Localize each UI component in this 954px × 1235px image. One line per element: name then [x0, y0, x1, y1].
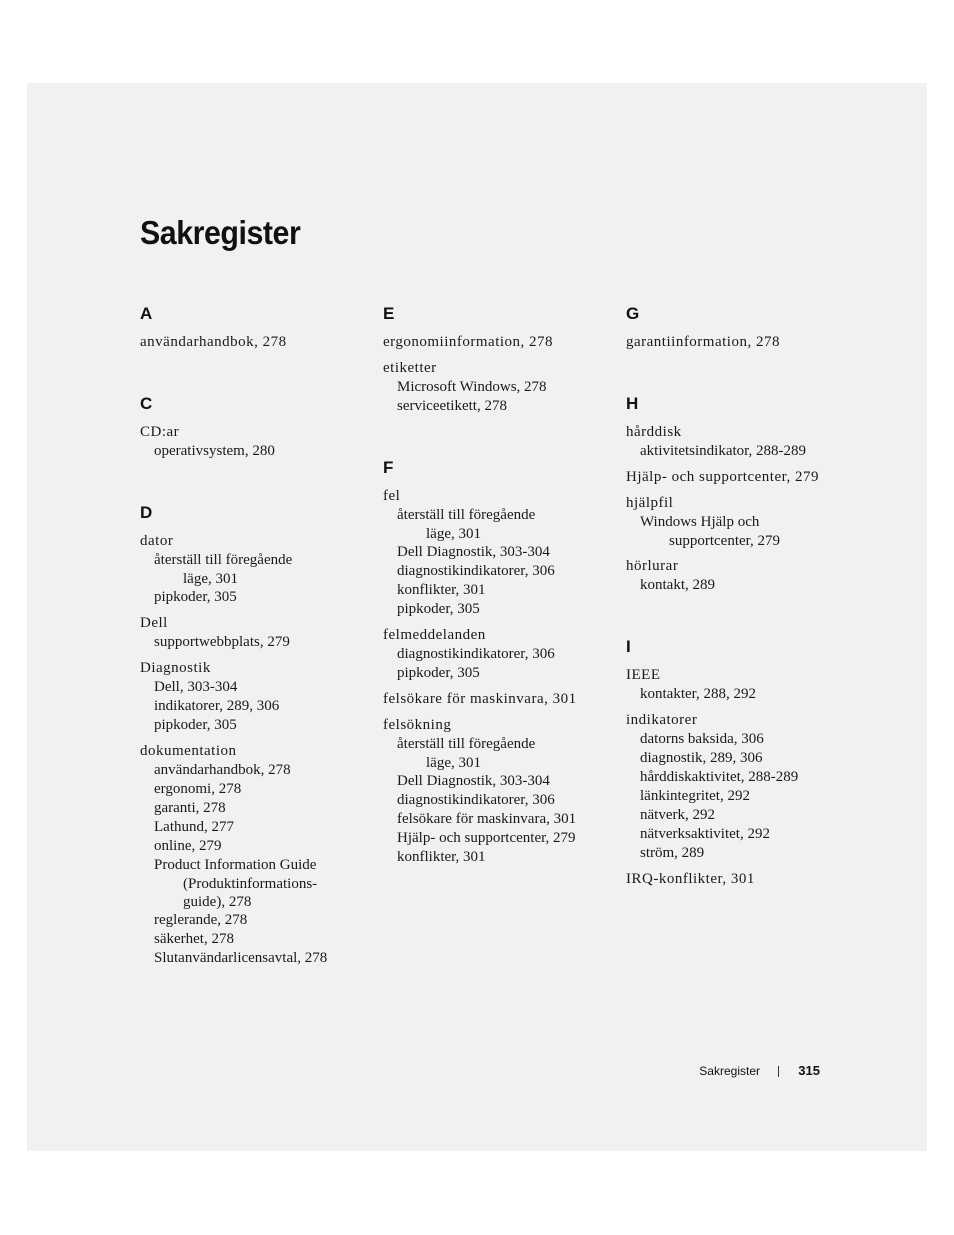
- index-subentry: [140, 716, 372, 735]
- section-letter: A: [140, 304, 153, 323]
- subentry-continuation: (Produktinformations-: [183, 876, 318, 892]
- index-subentry: [383, 506, 615, 543]
- footer-separator: [778, 1066, 779, 1077]
- index-term: dokumentation: [140, 743, 237, 759]
- subentry-text: Product Information Guide: [154, 857, 317, 873]
- subentry-text: kontakter, 288, 292: [640, 686, 757, 702]
- section-letter: G: [626, 304, 640, 323]
- index-term: Diagnostik: [140, 660, 211, 676]
- index-entry: [140, 422, 372, 461]
- index-subentry: [383, 397, 615, 416]
- section-letter: C: [140, 394, 153, 413]
- subentry-text: diagnostikindikatorer, 306: [397, 563, 555, 579]
- section-letter: F: [383, 458, 394, 477]
- index-column-3: [626, 304, 858, 931]
- subentry-text: Lathund, 277: [154, 819, 234, 835]
- index-term: användarhandbok, 278: [140, 334, 287, 350]
- index-column-2: [383, 304, 615, 909]
- index-subentry: [140, 949, 372, 968]
- subentry-text: nätverksaktivitet, 292: [640, 826, 770, 842]
- index-subentry: [140, 588, 372, 607]
- subentry-text: hårddiskaktivitet, 288-289: [640, 769, 799, 785]
- index-entry: [140, 658, 372, 735]
- index-section-c: [140, 394, 372, 461]
- index-subentry: [140, 799, 372, 818]
- index-entry: [626, 332, 858, 352]
- subentry-text: nätverk, 292: [640, 807, 715, 823]
- subentry-text: operativsystem, 280: [154, 443, 275, 459]
- index-subentry: [383, 664, 615, 683]
- subentry-text: Microsoft Windows, 278: [397, 379, 547, 395]
- subentry-text: säkerhet, 278: [154, 931, 234, 947]
- index-column-1: [140, 304, 372, 1010]
- index-entry: [383, 358, 615, 416]
- subentry-text: Slutanvändarlicensavtal, 278: [154, 950, 328, 966]
- index-section-a: [140, 304, 372, 352]
- index-subentry: [383, 600, 615, 619]
- subentry-continuation: guide), 278: [183, 894, 252, 910]
- index-term: garantiinformation, 278: [626, 334, 780, 350]
- subentry-text: återställ till föregående: [397, 507, 536, 523]
- section-letter: E: [383, 304, 395, 323]
- index-term: IEEE: [626, 667, 661, 683]
- index-subentry: [140, 911, 372, 930]
- index-subentry: [626, 787, 858, 806]
- subentry-text: länkintegritet, 292: [640, 788, 750, 804]
- index-section-e: [383, 304, 615, 416]
- subentry-text: Dell Diagnostik, 303-304: [397, 544, 550, 560]
- index-subentry: [140, 930, 372, 949]
- subentry-text: pipkoder, 305: [397, 601, 480, 617]
- index-entry: [140, 332, 372, 352]
- index-subentry: [626, 685, 858, 704]
- subentry-text: aktivitetsindikator, 288-289: [640, 443, 807, 459]
- subentry-text: diagnostikindikatorer, 306: [397, 792, 555, 808]
- index-term: CD:ar: [140, 424, 180, 440]
- index-entry: [140, 531, 372, 607]
- subentry-text: diagnostik, 289, 306: [640, 750, 763, 766]
- subentry-text: online, 279: [154, 838, 222, 854]
- index-entry: [140, 741, 372, 968]
- index-entry: [626, 493, 858, 550]
- index-section-h: [626, 394, 858, 595]
- index-subentry: [626, 749, 858, 768]
- section-letter: H: [626, 394, 639, 413]
- index-subentry: [383, 848, 615, 867]
- index-subentry: [626, 806, 858, 825]
- subentry-text: ergonomi, 278: [154, 781, 242, 797]
- index-entry: [140, 613, 372, 652]
- index-term: Dell: [140, 615, 168, 631]
- index-subentry: [140, 818, 372, 837]
- index-entry: [383, 689, 615, 709]
- page-footer: [620, 1062, 820, 1080]
- index-subentry: [383, 378, 615, 397]
- page-title: Sakregister: [140, 214, 301, 251]
- index-term: etiketter: [383, 360, 437, 376]
- index-subentry: [383, 810, 615, 829]
- index-subentry: [383, 543, 615, 562]
- index-subentry: [383, 581, 615, 600]
- index-section-g: [626, 304, 858, 352]
- index-subentry: [626, 730, 858, 749]
- index-section-i: [626, 637, 858, 889]
- index-term: ergonomiinformation, 278: [383, 334, 554, 350]
- subentry-text: diagnostikindikatorer, 306: [397, 646, 555, 662]
- subentry-text: användarhandbok, 278: [154, 762, 291, 778]
- index-subentry: [140, 856, 372, 911]
- subentry-text: indikatorer, 289, 306: [154, 698, 280, 714]
- subentry-text: datorns baksida, 306: [640, 731, 764, 747]
- index-subentry: [383, 735, 615, 772]
- index-term: hjälpfil: [626, 495, 674, 511]
- index-term: Hjälp- och supportcenter, 279: [626, 469, 820, 485]
- index-entry: [383, 332, 615, 352]
- index-subentry: [140, 761, 372, 780]
- index-subentry: [140, 551, 372, 588]
- index-term: felmeddelanden: [383, 627, 486, 643]
- index-term: indikatorer: [626, 712, 698, 728]
- index-entry: [626, 665, 858, 704]
- subentry-text: felsökare för maskinvara, 301: [397, 811, 577, 827]
- index-subentry: [140, 442, 372, 461]
- index-entry: [626, 422, 858, 461]
- subentry-text: supportwebbplats, 279: [154, 634, 290, 650]
- subentry-text: kontakt, 289: [640, 577, 715, 593]
- section-letter: D: [140, 503, 153, 522]
- subentry-text: pipkoder, 305: [154, 717, 237, 733]
- subentry-continuation: läge, 301: [183, 571, 238, 587]
- subentry-text: Hjälp- och supportcenter, 279: [397, 830, 576, 846]
- index-subentry: [140, 633, 372, 652]
- index-term: fel: [383, 488, 401, 504]
- index-entry: [626, 556, 858, 595]
- index-subentry: [626, 513, 858, 550]
- index-subentry: [140, 678, 372, 697]
- index-subentry: [626, 768, 858, 787]
- index-subentry: [383, 562, 615, 581]
- subentry-text: konflikter, 301: [397, 849, 486, 865]
- subentry-text: serviceetikett, 278: [397, 398, 507, 414]
- subentry-text: konflikter, 301: [397, 582, 486, 598]
- index-term: IRQ-konflikter, 301: [626, 871, 755, 887]
- subentry-text: Dell Diagnostik, 303-304: [397, 773, 550, 789]
- index-term: felsökning: [383, 717, 452, 733]
- index-term: hörlurar: [626, 558, 679, 574]
- footer-label: Sakregister: [699, 1064, 760, 1078]
- index-subentry: [383, 791, 615, 810]
- subentry-text: återställ till föregående: [154, 552, 293, 568]
- subentry-text: garanti, 278: [154, 800, 226, 816]
- index-subentry: [626, 844, 858, 863]
- index-term: felsökare för maskinvara, 301: [383, 691, 577, 707]
- subentry-continuation: supportcenter, 279: [669, 533, 781, 549]
- index-entry: [626, 467, 858, 487]
- index-subentry: [383, 772, 615, 791]
- subentry-continuation: läge, 301: [426, 755, 481, 771]
- subentry-text: Windows Hjälp och: [640, 514, 760, 530]
- index-subentry: [140, 837, 372, 856]
- subentry-text: reglerande, 278: [154, 912, 248, 928]
- index-entry: [626, 869, 858, 889]
- subentry-text: Dell, 303-304: [154, 679, 238, 695]
- index-subentry: [626, 825, 858, 844]
- index-section-d: [140, 503, 372, 968]
- subentry-text: pipkoder, 305: [154, 589, 237, 605]
- page-number: 315: [798, 1063, 820, 1078]
- subentry-text: återställ till föregående: [397, 736, 536, 752]
- index-term: hårddisk: [626, 424, 682, 440]
- index-subentry: [140, 697, 372, 716]
- index-subentry: [383, 829, 615, 848]
- subentry-continuation: läge, 301: [426, 526, 481, 542]
- index-subentry: [140, 780, 372, 799]
- index-subentry: [383, 645, 615, 664]
- index-term: dator: [140, 533, 174, 549]
- index-section-f: [383, 458, 615, 867]
- index-entry: [383, 715, 615, 867]
- index-subentry: [626, 442, 858, 461]
- subentry-text: ström, 289: [640, 845, 705, 861]
- subentry-text: pipkoder, 305: [397, 665, 480, 681]
- section-letter: I: [626, 637, 631, 656]
- index-subentry: [626, 576, 858, 595]
- index-entry: [626, 710, 858, 863]
- index-entry: [383, 486, 615, 619]
- index-entry: [383, 625, 615, 683]
